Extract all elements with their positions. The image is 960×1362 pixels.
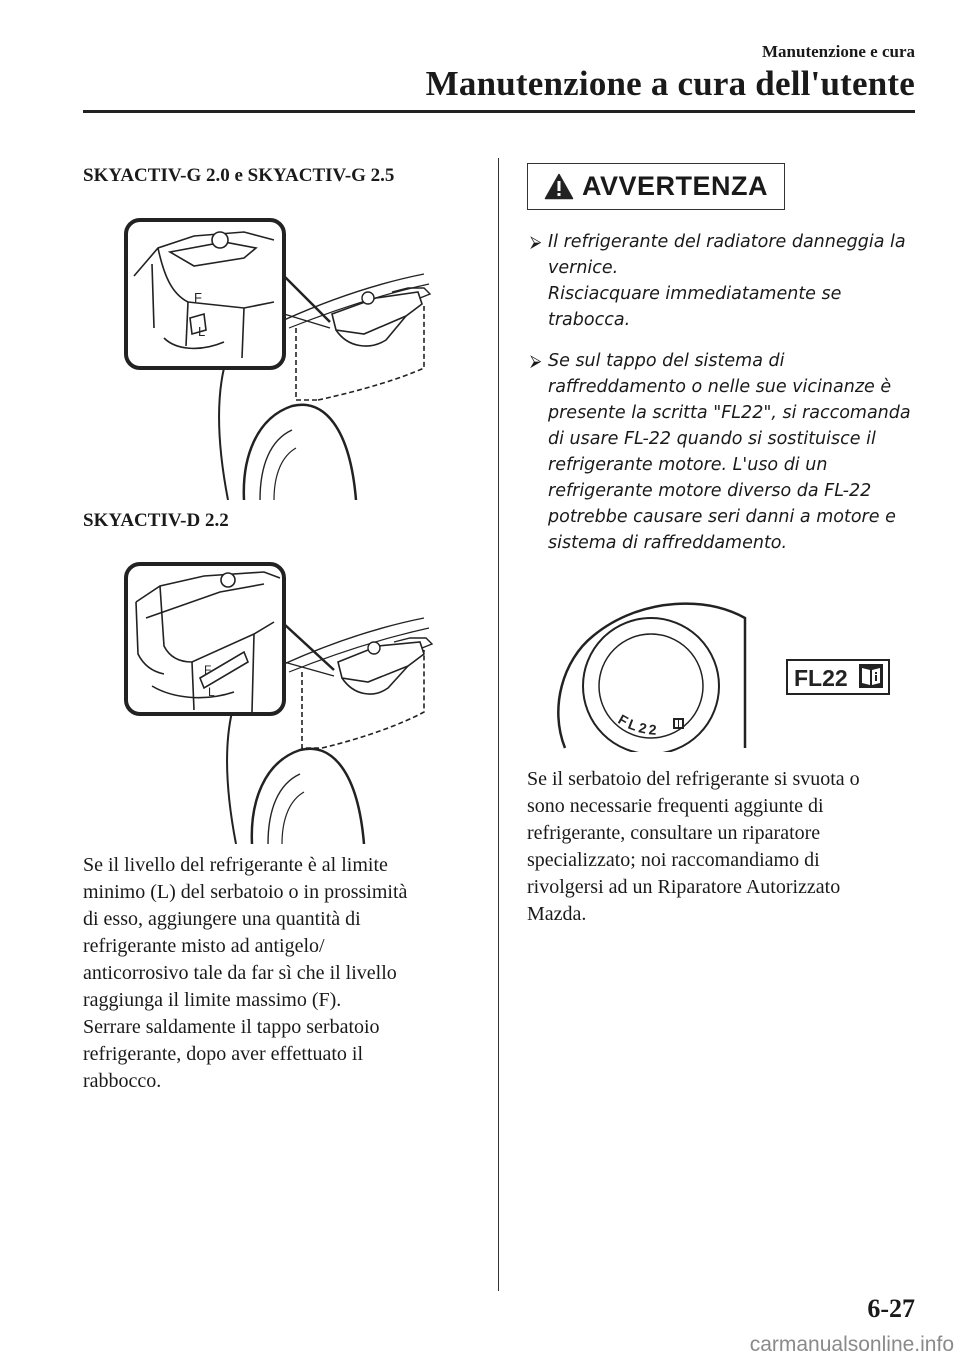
left-body-paragraph (83, 852, 483, 1095)
text-line: minimo (L) del serbatoio o in prossimità (83, 881, 408, 903)
text-line: vernice. (548, 258, 619, 278)
mark-l-g: L (198, 324, 206, 339)
text-line: potrebbe causare seri danni a motore e (548, 507, 896, 527)
arrow-bullet-icon: ⮚ (530, 351, 542, 370)
text-line: Serrare saldamente il tappo serbatoio (83, 1016, 380, 1038)
warning-header-box (527, 163, 785, 210)
text-line: rivolgersi ad un Riparatore Autorizzato (527, 876, 841, 898)
heading-skyactiv-g: SKYACTIV-G 2.0 e SKYACTIV-G 2.5 (83, 165, 395, 186)
text-line: presente la scritta "FL22", si raccomanda (548, 403, 911, 423)
text-line: refrigerante misto ad antigelo/ (83, 935, 325, 957)
cap-embossed-text: FL22 (615, 710, 661, 738)
column-divider (498, 158, 499, 1291)
text-line: Se sul tappo del sistema di (548, 351, 785, 371)
page-number: 6-27 (867, 1294, 915, 1323)
text-line: raggiunga il limite massimo (F). (83, 989, 342, 1011)
text-line: refrigerante motore diverso da FL-22 (548, 481, 872, 501)
text-line: refrigerante, consultare un riparatore (527, 822, 821, 844)
chapter-title: Manutenzione e cura (762, 42, 915, 61)
text-line: raffreddamento o nelle sue vicinanze è (548, 377, 892, 397)
header-rule (83, 110, 915, 113)
right-body-paragraph (527, 766, 927, 928)
text-line: Il refrigerante del radiatore danneggia la (548, 232, 906, 252)
heading-skyactiv-d: SKYACTIV-D 2.2 (83, 510, 229, 531)
warning-item-1 (530, 229, 920, 333)
watermark: carmanualsonline.info (749, 1333, 954, 1356)
text-line: sono necessarie frequenti aggiunte di (527, 795, 824, 817)
small-book-icon (673, 718, 684, 729)
mark-l-d: L (208, 685, 215, 699)
text-line: Risciacquare immediatamente se (548, 284, 842, 304)
warning-label: AVVERTENZA (581, 171, 768, 201)
text-line: Se il serbatoio del refrigerante si svuota o (527, 768, 860, 790)
manual-book-icon (859, 664, 883, 688)
warning-triangle-icon (544, 173, 574, 200)
text-line: rabbocco. (83, 1070, 162, 1092)
badge-text: FL22 (794, 665, 848, 691)
arrow-bullet-icon: ⮚ (530, 232, 542, 251)
reservoir-figure-g (124, 218, 444, 500)
mark-f-d: F (204, 663, 212, 677)
text-line: sistema di raffreddamento. (548, 533, 788, 553)
text-line: anticorrosivo tale da far sì che il livello (83, 962, 397, 984)
text-line: specializzato; noi raccomandiamo di (527, 849, 820, 871)
section-title: Manutenzione a cura dell'utente (425, 64, 915, 103)
mark-f-g: F (194, 290, 202, 305)
text-line: Se il livello del refrigerante è al limite (83, 854, 388, 876)
text-line: refrigerante, dopo aver effettuato il (83, 1043, 364, 1065)
warning-item-2 (530, 348, 920, 556)
text-line: Mazda. (527, 903, 587, 925)
text-line: di usare FL-22 quando si sostituisce il (548, 429, 876, 449)
fl22-badge (787, 660, 889, 694)
text-line: refrigerante motore. L'uso di un (548, 455, 828, 475)
text-line: di esso, aggiungere una quantità di (83, 908, 361, 930)
reservoir-figure-d (124, 562, 444, 844)
text-line: trabocca. (548, 310, 631, 330)
radiator-cap-figure (555, 600, 895, 752)
